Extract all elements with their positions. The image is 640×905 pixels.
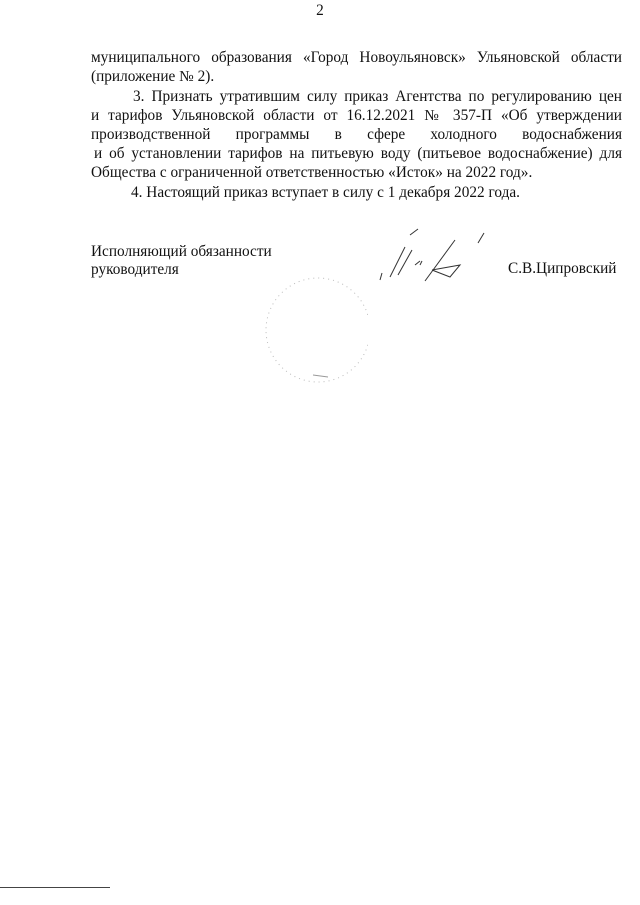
page-number: 2 bbox=[316, 2, 324, 19]
paragraph-line: муниципального образования «Город Новоульяновск» Ульяновской области bbox=[91, 49, 622, 66]
paragraph-line: и об установлении тарифов на питьевую воду (питьевое водоснабжение) для bbox=[94, 145, 622, 162]
paragraph-line: 3. Признать утратившим силу приказ Агентства по регулированию цен bbox=[133, 88, 622, 105]
footer-rule bbox=[0, 887, 110, 888]
handwritten-signature bbox=[360, 225, 490, 295]
paragraph-line: (приложение № 2). bbox=[91, 68, 215, 85]
paragraph-line: производственной программы в сфере холодного водоснабжения bbox=[91, 126, 622, 143]
stamp-seal bbox=[258, 275, 368, 390]
paragraph-line: и тарифов Ульяновской области от 16.12.2021 № 357-П «Об утверждении bbox=[91, 107, 622, 124]
paragraph-line: Общества с ограниченной ответственностью «Исток» на 2022 год». bbox=[91, 164, 533, 181]
paragraph-line: 4. Настоящий приказ вступает в силу с 1 декабря 2022 года. bbox=[131, 184, 520, 201]
signatory-position: руководителя bbox=[91, 261, 179, 278]
signatory-position: Исполняющий обязанности bbox=[91, 243, 272, 260]
signatory-name: С.В.Ципровский bbox=[508, 260, 617, 277]
